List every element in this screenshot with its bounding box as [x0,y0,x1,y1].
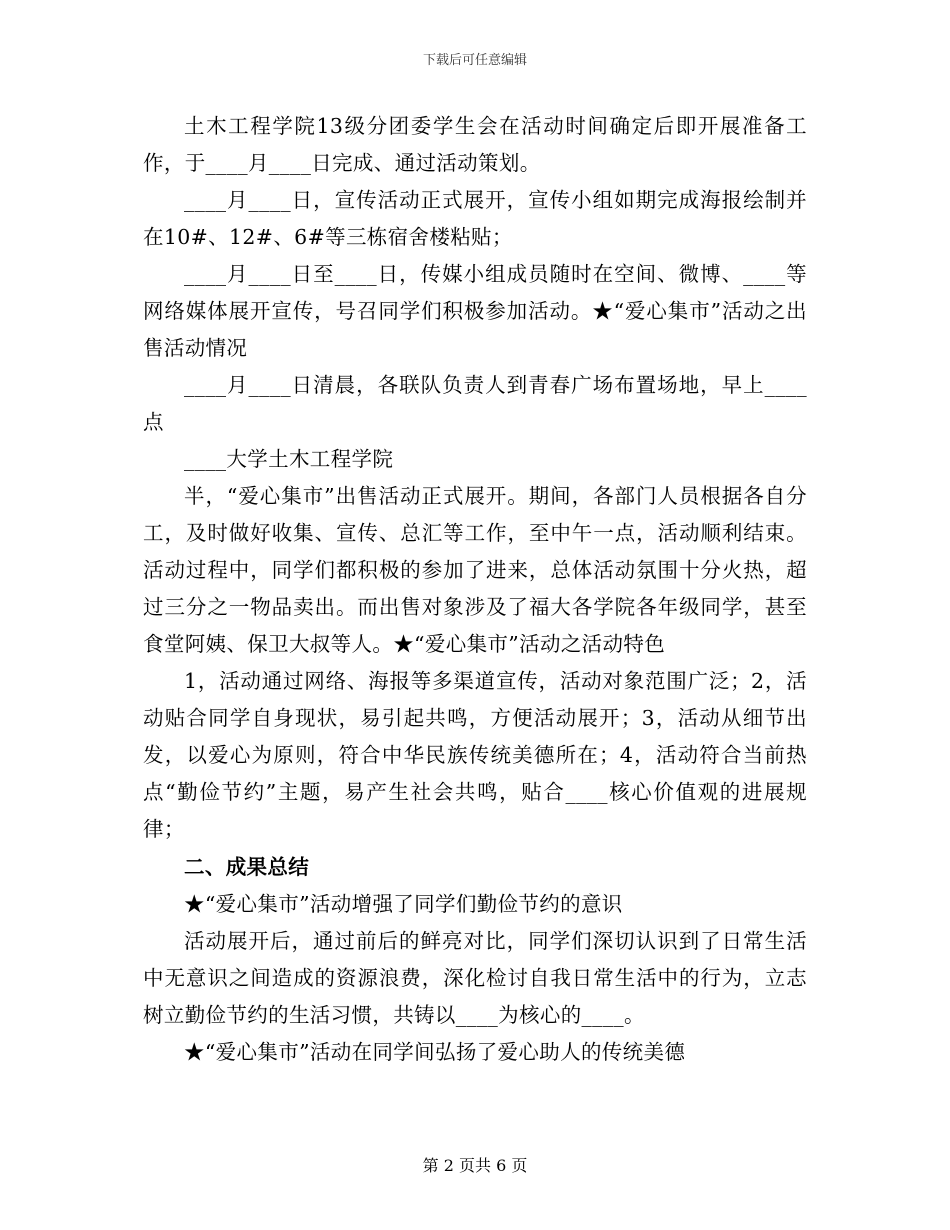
page-number: 第 2 页共 6 页 [422,1156,528,1175]
paragraph-charity-virtue: ★“爱心集市”活动在同学间弘扬了爱心助人的传统美德 [184,1040,686,1064]
paragraph-media-publicity: ____月____日至____日，传媒小组成员随时在空间、微博、____等网络媒体展开宣传，号召同学们积极参加活动。★“爱心集市”活动之出售活动情况 [143,262,807,360]
section-heading-results: 二、成果总结 [184,855,310,879]
paragraph-preparation: 土木工程学院13级分团委学生会在活动时间确定后即开展准备工作，于____月____日完成、通过活动策划。 [143,114,807,175]
page-header: 下载后可任意编辑 [422,53,527,68]
paragraph-thrift-awareness: ★“爱心集市”活动增强了同学们勤俭节约的意识 [184,892,623,916]
paragraph-activity-features: 1，活动通过网络、海报等多渠道宣传，活动对象范围广泛；2，活动贴合同学自身现状，易引起共鸣，方便活动展开；3，活动从细节出发，以爱心为原则，符合中华民族传统美德所在；4，活动符合当前热点“勤俭节约”主题，易产生社会共鸣，贴合____核心价值观的进展规律； [143,669,807,841]
paragraph-after-activity: 活动展开后，通过前后的鲜亮对比，同学们深切认识到了日常生活中无意识之间造成的资源浪费，深化检讨自我日常生活中的行为，立志树立勤俭节约的生活习惯，共铸以____为核心的____。 [143,929,807,1027]
paragraph-publicity-start: ____月____日，宣传活动正式展开，宣传小组如期完成海报绘制并在10#、12#、6#等三栋宿舍楼粘贴； [143,188,807,249]
document-body [143,108,807,1071]
paragraph-sale-activity: 半，“爱心集市”出售活动正式展开。期间，各部门人员根据各自分工，及时做好收集、宣传、总汇等工作，至中午一点，活动顺利结束。活动过程中，同学们都积极的参加了进来，总体活动氛围十分火热，超过三分之一物品卖出。而出售对象涉及了福大各学院各年级同学，甚至食堂阿姨、保卫大叔等人。★“爱心集市”活动之活动特色 [143,484,807,656]
paragraph-university-name: ____大学土木工程学院 [184,447,394,471]
paragraph-venue-setup: ____月____日清晨，各联队负责人到青春广场布置场地，早上____点 [143,373,807,434]
